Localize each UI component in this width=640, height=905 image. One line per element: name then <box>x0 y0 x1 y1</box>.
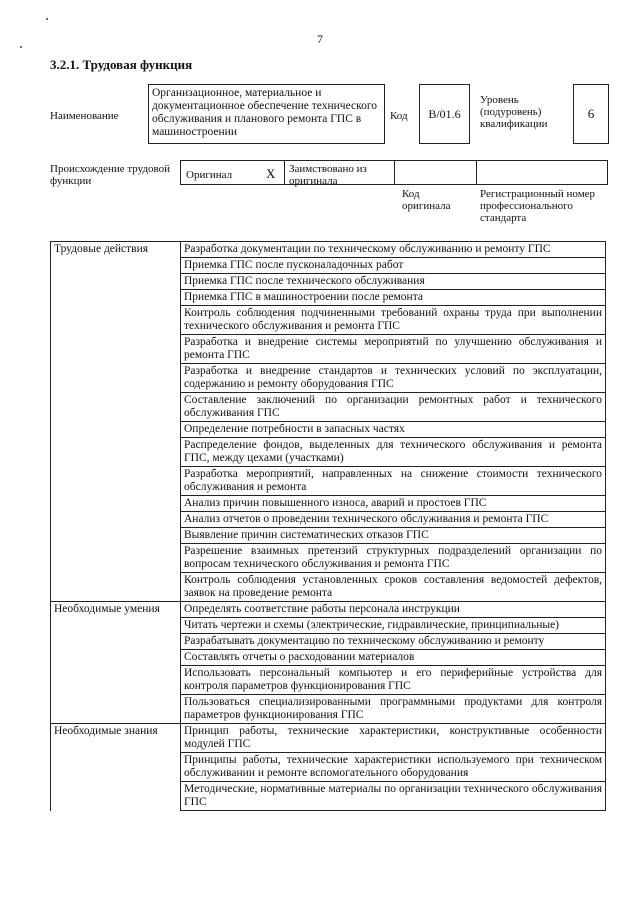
section-item: Распределение фондов, выделенных для технического обслуживания и ремонта ГПС, между цехами (участками) <box>181 438 606 467</box>
page-number: 7 <box>317 32 323 46</box>
section-item: Контроль соблюдения подчиненными требований охраны труда при выполнении технического обслуживания и ремонта ГПС <box>181 306 606 335</box>
section-item: Принципы работы, технические характеристики используемого при техническом обслуживании и ремонте вспомогательного оборудования <box>181 753 606 782</box>
section-item: Разработка и внедрение системы мероприятий по улучшению обслуживания и ремонта ГПС <box>181 335 606 364</box>
original-mark: X <box>266 166 276 181</box>
section-item: Разрабатывать документацию по техническому обслуживанию и ремонту <box>181 634 606 650</box>
section-item: Выявление причин систематических отказов ГПС <box>181 528 606 544</box>
section-item: Разработка мероприятий, направленных на снижение стоимости технического обслуживания и ремонта <box>181 467 606 496</box>
section-item: Принцип работы, технические характеристики, конструктивные особенности модулей ГПС <box>181 724 606 753</box>
section-item: Составление заключений по организации ремонтных работ и технического обслуживания ГПС <box>181 393 606 422</box>
section-label: Необходимые знания <box>51 724 181 811</box>
level-value: 6 <box>573 84 609 144</box>
scan-dot <box>46 18 48 20</box>
level-label: Уровень (подуровень) квалификации <box>480 94 548 130</box>
code-original-label: Код оригинала <box>402 188 451 212</box>
section-title: 3.2.1. Трудовая функция <box>50 57 193 72</box>
section-item: Определять соответствие работы персонала инструкции <box>181 602 606 618</box>
name-value: Организационное, материальное и документационное обеспечение технического обслуживания и планового ремонта ГПС в машиностроении <box>148 84 385 144</box>
reg-number-label: Регистрационный номер профессионального стандарта <box>480 188 596 224</box>
code-label: Код <box>390 110 408 122</box>
section-item: Разработка и внедрение стандартов и технических условий по эксплуатации, содержанию и ремонту оборудования ГПС <box>181 364 606 393</box>
section-label: Трудовые действия <box>51 242 181 602</box>
section-item: Использовать персональный компьютер и его периферийные устройства для контроля параметров функционирования ГПС <box>181 666 606 695</box>
section-item: Читать чертежи и схемы (электрические, гидравлические, принципиальные) <box>181 618 606 634</box>
section-label: Необходимые умения <box>51 602 181 724</box>
name-label: Наименование <box>50 110 119 122</box>
function-table <box>50 241 606 811</box>
table-row <box>51 602 606 618</box>
section-item: Приемка ГПС после технического обслуживания <box>181 274 606 290</box>
table-row <box>51 724 606 753</box>
section-item: Контроль соблюдения установленных сроков составления ведомостей дефектов, заявок на проведение ремонта <box>181 573 606 602</box>
cell-divider <box>284 161 285 184</box>
code-value: B/01.6 <box>419 84 470 144</box>
section-item: Анализ отчетов о проведении технического обслуживания и ремонта ГПС <box>181 512 606 528</box>
section-item: Приемка ГПС после пусконаладочных работ <box>181 258 606 274</box>
section-item: Разработка документации по техническому обслуживанию и ремонту ГПС <box>181 242 606 258</box>
section-item: Определение потребности в запасных частях <box>181 422 606 438</box>
origin-row <box>180 160 608 185</box>
cell-divider <box>476 161 477 184</box>
section-item: Методические, нормативные материалы по организации технического обслуживания ГПС <box>181 782 606 811</box>
section-item: Приемка ГПС в машиностроении после ремонта <box>181 290 606 306</box>
section-item: Пользоваться специализированными программными продуктами для контроля параметров функционирования ГПС <box>181 695 606 724</box>
original-label: Оригинал <box>186 169 233 181</box>
section-item: Разрешение взаимных претензий структурных подразделений организации по вопросам технического обслуживания и ремонта ГПС <box>181 544 606 573</box>
borrowed-label: Заимствовано из оригинала <box>289 163 367 187</box>
section-item: Составлять отчеты о расходовании материалов <box>181 650 606 666</box>
section-item: Анализ причин повышенного износа, аварий и простоев ГПС <box>181 496 606 512</box>
cell-divider <box>394 161 395 184</box>
origin-label: Происхождение трудовой функции <box>50 163 171 187</box>
table-row <box>51 242 606 258</box>
